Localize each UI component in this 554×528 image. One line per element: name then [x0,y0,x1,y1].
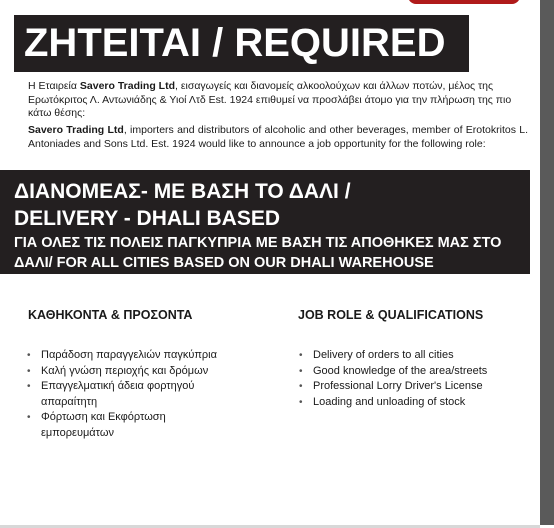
list-item: • Φόρτωση και Εκφόρτωση εμπορευμάτων [27,410,237,441]
intro-greek-text: , εισαγωγείς και διανομείς αλκοολούχων και άλλων ποτών, μέλος της Ερωτόκριτος Λ. Αντωνιάδης & Υιοί Λτδ Est. 1924 επιθυμεί να προσλάβει άτομο για την πλήρωση της πιο κάτω θέσης: [28,80,512,119]
list-item: • Professional Lorry Driver's License [299,379,529,395]
list-item: • Επαγγελματική άδεια φορτηγού απαραίτητη [27,379,237,410]
list-item: • Delivery of orders to all cities [299,348,529,364]
intro-greek-company: Savero Trading Ltd [79,80,175,92]
duties-list-english [299,348,529,410]
role-title-english: DELIVERY - DHALI BASED [14,207,281,230]
role-location-line-2: ΔΑΛΙ/ FOR ALL CITIES BASED ON OUR DHALI WAREHOUSE [14,255,434,271]
page-title: ΖΗΤΕΙΤΑΙ / REQUIRED [14,15,469,72]
intro-english-company: Savero Trading Ltd [28,124,124,136]
list-item: • Καλή γνώση περιοχής και δρόμων [27,364,237,380]
duties-heading-english: JOB ROLE & QUALIFICATIONS [298,308,484,322]
intro-greek-prefix: Η Εταιρεία [28,80,80,92]
role-title-greek: ΔΙΑΝΟΜΕΑΣ- ΜΕ ΒΑΣΗ ΤΟ ΔΑΛΙ / [14,180,351,203]
duties-list-greek [27,348,237,441]
list-item: • Loading and unloading of stock [299,395,529,411]
intro-english [28,124,528,151]
role-banner [0,170,530,274]
role-location-line-1: ΓΙΑ ΟΛΕΣ ΤΙΣ ΠΟΛΕΙΣ ΠΑΓΚΥΠΡΙΑ ΜΕ ΒΑΣΗ ΤΙΣ ΑΠΟΘΗΚΕΣ ΜΑΣ ΣΤΟ [14,235,502,251]
list-item: • Good knowledge of the area/streets [299,364,529,380]
duties-panel [0,280,540,528]
intro-greek [28,80,528,121]
page-edge-strip [540,0,554,525]
list-item: • Παράδοση παραγγελιών παγκύπρια [27,348,237,364]
duties-heading-greek: ΚΑΘΗΚΟΝΤΑ & ΠΡΟΣΟΝΤΑ [28,308,193,322]
intro-english-text: , importers and distributors of alcoholic and other beverages, member of Erotokritos L. Antoniades and Sons Ltd. Est. 1924 would like to announce a job opportunity for the following role: [28,124,528,150]
top-red-tab [408,0,520,4]
